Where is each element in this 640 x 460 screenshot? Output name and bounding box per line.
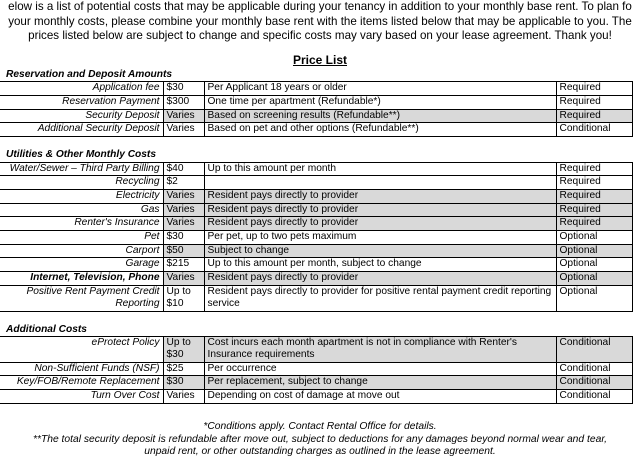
footnotes — [0, 421, 640, 459]
item-requirement: Conditional — [556, 390, 632, 404]
item-price: Varies — [163, 203, 204, 217]
item-price: $2 — [163, 176, 204, 190]
item-price: Varies — [163, 189, 204, 203]
item-requirement: Optional — [556, 272, 632, 286]
item-price: Up to $30 — [163, 336, 204, 362]
table-row — [0, 362, 632, 376]
table-row — [0, 217, 632, 231]
item-name: Garage — [0, 258, 163, 272]
item-name: Pet — [0, 231, 163, 245]
footnote: unpaid rent, or other outstanding charges as outlined in the lease agreement. — [144, 446, 496, 457]
item-description: Up to this amount per month — [204, 162, 556, 176]
item-description: Resident pays directly to provider — [204, 272, 556, 286]
item-name: Positive Rent Payment Credit Reporting — [0, 285, 163, 311]
item-price: $30 — [163, 82, 204, 96]
table-row — [0, 231, 632, 245]
table-row — [0, 285, 632, 311]
item-price: $40 — [163, 162, 204, 176]
table-row — [0, 123, 632, 137]
item-description: Depending on cost of damage at move out — [204, 390, 556, 404]
item-name: Non-Sufficient Funds (NSF) — [0, 362, 163, 376]
item-description: Subject to change — [204, 244, 556, 258]
item-name: Security Deposit — [0, 109, 163, 123]
item-requirement: Optional — [556, 244, 632, 258]
page-title: Price List — [292, 53, 348, 67]
item-price: Up to $10 — [163, 285, 204, 311]
item-name: Internet, Television, Phone — [0, 272, 163, 286]
item-requirement: Required — [556, 203, 632, 217]
item-name: Carport — [0, 244, 163, 258]
item-name: Turn Over Cost — [0, 390, 163, 404]
item-description: Resident pays directly to provider — [204, 189, 556, 203]
table-row — [0, 258, 632, 272]
item-name: Recycling — [0, 176, 163, 190]
spacer-row — [0, 137, 632, 150]
item-requirement: Conditional — [556, 376, 632, 390]
item-requirement: Required — [556, 96, 632, 110]
item-description: Resident pays directly to provider for positive rental payment credit reporting service — [204, 285, 556, 311]
spacer-row — [0, 311, 632, 324]
item-price: Varies — [163, 109, 204, 123]
item-name: Key/FOB/Remote Replacement — [0, 376, 163, 390]
section-title: Additional Costs — [6, 323, 87, 335]
table-row — [0, 162, 632, 176]
footnote: **The total security deposit is refundable after move out, subject to deductions for any damages beyond normal wear and tear, — [32, 433, 608, 445]
item-description: Per replacement, subject to change — [204, 376, 556, 390]
table-row — [0, 109, 632, 123]
item-description: Resident pays directly to provider — [204, 203, 556, 217]
section-header-row — [0, 324, 632, 337]
item-requirement: Required — [556, 162, 632, 176]
item-name: Gas — [0, 203, 163, 217]
item-name: Reservation Payment — [0, 96, 163, 110]
section-header-row — [0, 69, 632, 82]
footnote: *Conditions apply. Contact Rental Office for details. — [203, 421, 437, 432]
item-name: eProtect Policy — [0, 336, 163, 362]
item-requirement: Optional — [556, 258, 632, 272]
item-name: Additional Security Deposit — [0, 123, 163, 137]
item-description: Per pet, up to two pets maximum — [204, 231, 556, 245]
section-header-row — [0, 149, 632, 162]
item-price: $30 — [163, 231, 204, 245]
table-row — [0, 336, 632, 362]
item-requirement: Optional — [556, 285, 632, 311]
item-requirement: Required — [556, 189, 632, 203]
item-name: Electricity — [0, 189, 163, 203]
item-description: Per occurrence — [204, 362, 556, 376]
item-price: Varies — [163, 390, 204, 404]
item-requirement: Conditional — [556, 336, 632, 362]
item-description: Resident pays directly to provider — [204, 217, 556, 231]
item-description: One time per apartment (Refundable*) — [204, 96, 556, 110]
table-row — [0, 203, 632, 217]
table-row — [0, 176, 632, 190]
item-price: Varies — [163, 123, 204, 137]
item-name: Renter's Insurance — [0, 217, 163, 231]
table-row — [0, 272, 632, 286]
item-name: Water/Sewer – Third Party Billing — [0, 162, 163, 176]
table-row — [0, 390, 632, 404]
item-requirement: Required — [556, 176, 632, 190]
item-description: Based on screening results (Refundable**) — [204, 109, 556, 123]
item-description: Based on pet and other options (Refundable**) — [204, 123, 556, 137]
item-description: Cost incurs each month apartment is not in compliance with Renter's Insurance requirements — [204, 336, 556, 362]
table-row — [0, 376, 632, 390]
item-price: $215 — [163, 258, 204, 272]
section-title: Utilities & Other Monthly Costs — [6, 149, 156, 161]
item-price: $300 — [163, 96, 204, 110]
intro-line: elow is a list of potential costs that may be applicable during your tenancy in addition to your monthly base rent. To plan fo — [8, 0, 632, 13]
item-description: Up to this amount per month, subject to change — [204, 258, 556, 272]
item-requirement: Required — [556, 217, 632, 231]
item-price: $30 — [163, 376, 204, 390]
item-description: Per Applicant 18 years or older — [204, 82, 556, 96]
section-title: Reservation and Deposit Amounts — [6, 69, 173, 80]
price-table — [0, 69, 633, 404]
item-price: $50 — [163, 244, 204, 258]
item-price: Varies — [163, 272, 204, 286]
item-price: $25 — [163, 362, 204, 376]
item-requirement: Conditional — [556, 123, 632, 137]
table-row — [0, 244, 632, 258]
item-requirement: Required — [556, 82, 632, 96]
intro-line: your monthly costs, please combine your monthly base rent with the items listed below that may be applicable to you. The — [8, 14, 632, 28]
item-requirement: Optional — [556, 231, 632, 245]
table-row — [0, 82, 632, 96]
item-price: Varies — [163, 217, 204, 231]
item-requirement: Required — [556, 109, 632, 123]
item-name: Application fee — [0, 82, 163, 96]
intro-line: prices listed below are subject to change and specific costs may vary based on your lease agreement. Thank you! — [28, 29, 612, 42]
intro-paragraph — [0, 0, 640, 44]
table-row — [0, 96, 632, 110]
table-row — [0, 189, 632, 203]
item-requirement: Conditional — [556, 362, 632, 376]
item-description — [204, 176, 556, 190]
